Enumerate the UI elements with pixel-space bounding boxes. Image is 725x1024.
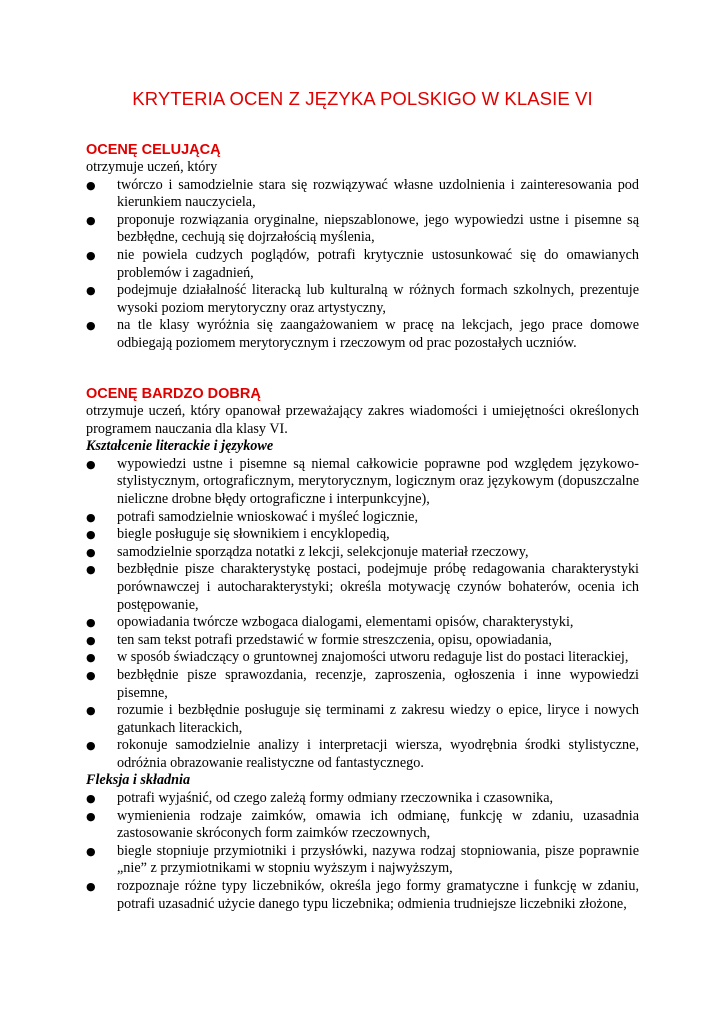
bullet-icon: ● — [86, 213, 96, 227]
bullet-icon: ● — [86, 510, 96, 524]
bullet-icon: ● — [86, 284, 96, 298]
list-item: ● nie powiela cudzych poglądów, potrafi krytycznie ustosunkować się do omawianych problemów i zagadnień, — [86, 246, 639, 281]
bullet-icon: ● — [86, 739, 96, 753]
subheading-literackie: Kształcenie literackie i językowe — [86, 438, 274, 455]
bullet-icon: ● — [86, 809, 96, 823]
list-item: ● biegle stopniuje przymiotniki i przysłówki, nazywa rodzaj stopniowania, pisze poprawnie „nie” z przymiotnikami w stopniu wyższym i najwyższym, — [86, 842, 639, 877]
subheading-fleksja: Fleksja i składnia — [86, 772, 191, 789]
list-item: ● ten sam tekst potrafi przedstawić w formie streszczenia, opisu, opowiadania, — [86, 631, 552, 648]
list-item: ● na tle klasy wyróżnia się zaangażowaniem w pracę na lekcjach, jego prace domowe odbiegają poziomem merytorycznym i rzeczowym od prac pozostałych uczniów. — [86, 317, 639, 351]
section-heading-bardzo-dobra: OCENĘ BARDZO DOBRĄ — [86, 386, 261, 402]
list-item: ● opowiadania twórcze wzbogaca dialogami, elementami opisów, charakterystyki, — [86, 614, 574, 631]
criteria-list-celujaca — [86, 177, 639, 353]
section-bardzo-dobra — [86, 385, 639, 913]
list-item: ● bezbłędnie pisze charakterystykę postaci, podejmuje próbę redagowania charakterystyki porównawczej i autocharakterystyki; określa motywację czynów bohaterów, ocenia ich postępowanie, — [86, 561, 639, 613]
list-item: ● wypowiedzi ustne i pisemne są niemal całkowicie poprawne pod względem językowo-stylistycznym, ortograficznym, merytorycznym, logicznym oraz językowym (dopuszczalne nieliczne drobne błędy ortograficzne i interpunkcyjne), — [86, 455, 639, 507]
bullet-icon: ● — [86, 616, 96, 630]
list-item: ● rokonuje samodzielnie analizy i interpretacji wiersza, wyodrębnia środki stylistyczne, odróżnia obrazowanie realistyczne od fantastycznego. — [86, 737, 639, 771]
section-heading-celujaca: OCENĘ CELUJĄCĄ — [86, 142, 221, 158]
bullet-icon: ● — [86, 545, 96, 559]
list-item: ● wymienienia rodzaje zaimków, omawia ich odmianę, funkcję w zdaniu, uzasadnia zastosowanie skróconych form zaimków rzeczownych, — [86, 807, 639, 842]
section-intro-bardzo-dobra: otrzymuje uczeń, który opanował przeważający zakres wiadomości i umiejętności określonych programem nauczania dla klasy VI. — [86, 403, 639, 437]
section-intro-celujaca: otrzymuje uczeń, który — [86, 159, 218, 175]
list-item: ● bezbłędnie pisze sprawozdania, recenzje, zaproszenia, ogłoszenia i inne wypowiedzi pisemne, — [86, 666, 639, 701]
list-item: ● proponuje rozwiązania oryginalne, niepszablonowe, jego wypowiedzi ustne i pisemne są bezbłędne, cechują się dojrzałością myślenia, — [86, 211, 639, 246]
bullet-icon: ● — [86, 792, 96, 806]
list-item: ● biegle posługuje się słownikiem i encyklopedią, — [86, 526, 390, 543]
criteria-list-literackie — [86, 456, 639, 773]
bullet-icon: ● — [86, 248, 96, 262]
section-celujaca — [86, 141, 639, 353]
bullet-icon: ● — [86, 704, 96, 718]
bullet-icon: ● — [86, 457, 96, 471]
list-item: ● rozumie i bezbłędnie posługuje się terminami z zakresu wiedzy o epice, liryce i nowych gatunkach literackich, — [86, 702, 639, 736]
list-item: ● w sposób świadczący o gruntownej znajomości utworu redaguje list do postaci literackiej, — [86, 649, 629, 666]
bullet-icon: ● — [86, 563, 96, 577]
list-item: ● rozpoznaje różne typy liczebników, określa jego formy gramatyczne i funkcję w zdaniu, potrafi uzasadnić użycie danego typu liczebnika; odmienia trudniejsze liczebniki złożone, — [86, 878, 639, 912]
bullet-icon: ● — [86, 319, 96, 333]
list-item: ● twórczo i samodzielnie stara się rozwiązywać własne uzdolnienia i zainteresowania pod kierunkiem nauczyciela, — [86, 176, 639, 211]
list-item: ● podejmuje działalność literacką lub kulturalną w różnych formach szkolnych, prezentuje wysoki poziom merytoryczny oraz artystyczny, — [86, 282, 639, 316]
bullet-icon: ● — [86, 633, 96, 647]
list-item: ● potrafi wyjaśnić, od czego zależą formy odmiany rzeczownika i czasownika, — [86, 790, 554, 807]
bullet-icon: ● — [86, 651, 96, 665]
criteria-list-fleksja — [86, 790, 639, 913]
list-item: ● potrafi samodzielnie wnioskować i myśleć logicznie, — [86, 508, 418, 525]
bullet-icon: ● — [86, 880, 96, 894]
bullet-icon: ● — [86, 668, 96, 682]
list-item: ● samodzielnie sporządza notatki z lekcji, selekcjonuje materiał rzeczowy, — [86, 543, 529, 560]
document-title: KRYTERIA OCEN Z JĘZYKA POLSKIGO W KLASIE VI — [132, 88, 593, 109]
bullet-icon: ● — [86, 844, 96, 858]
bullet-icon: ● — [86, 178, 96, 192]
bullet-icon: ● — [86, 528, 96, 542]
